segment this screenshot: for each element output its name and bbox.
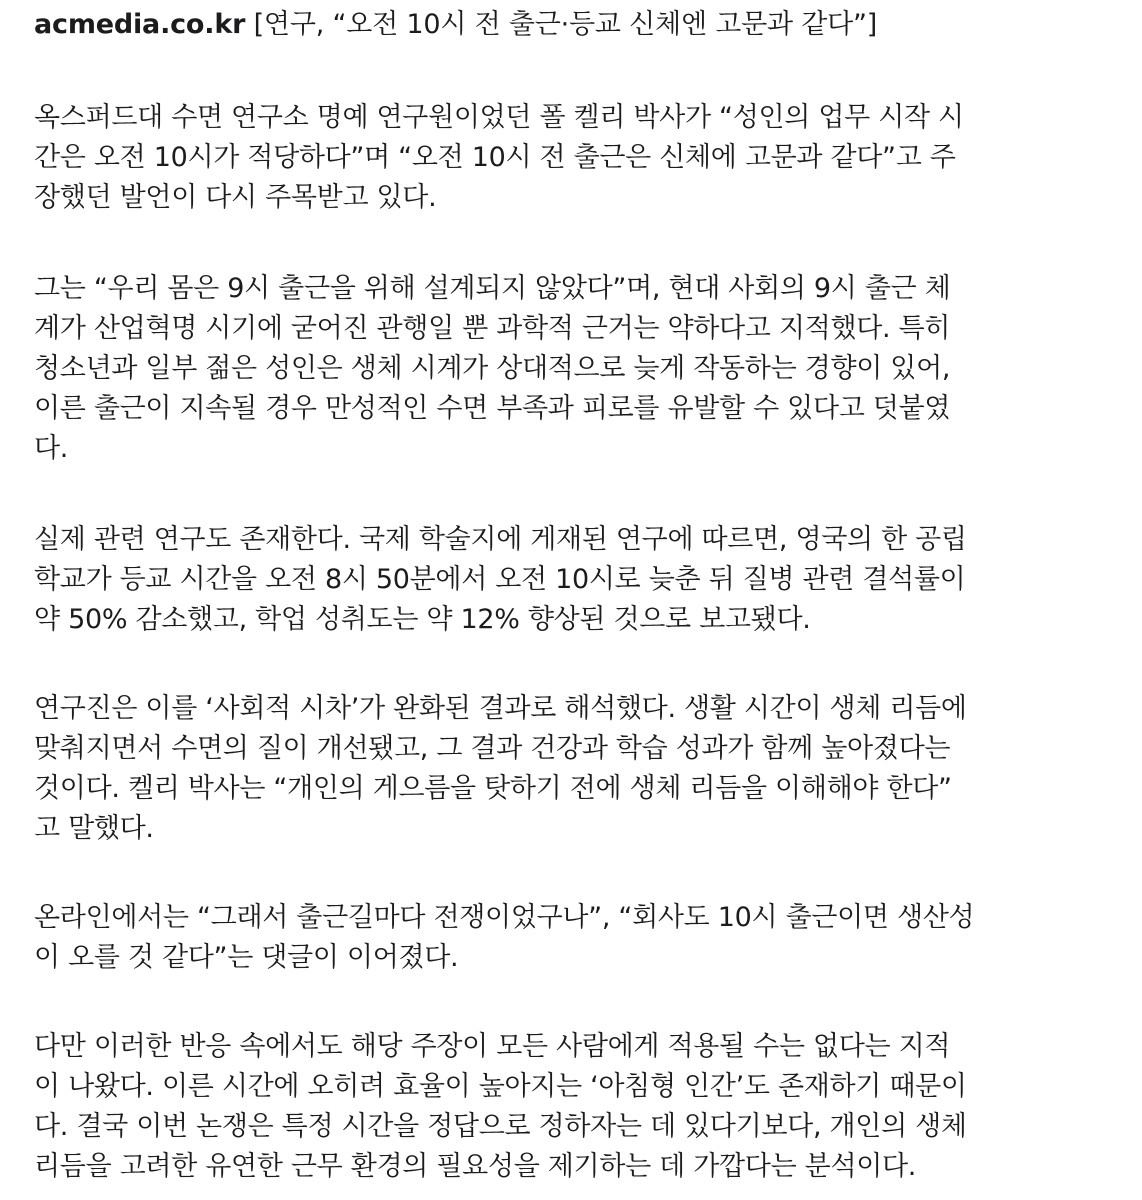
paragraph-line: 리듬을 고려한 유연한 근무 환경의 필요성을 제기하는 데 가깝다는 분석이다.: [34, 1151, 917, 1182]
paragraph-line: 이 나왔다. 이른 시간에 오히려 효율이 높아지는 ‘아침형 인간’도 존재하기 때문이: [34, 1071, 967, 1102]
paragraph-line: 고 말했다.: [34, 813, 154, 844]
paragraph-5: [34, 898, 974, 978]
paragraph-line: 다만 이러한 반응 속에서도 해당 주장이 모든 사람에게 적용될 수는 없다는 지적: [34, 1031, 951, 1062]
paragraph-4: [34, 689, 967, 849]
paragraph-line: 이른 출근이 지속될 경우 만성적인 수면 부족과 피로를 유발할 수 있다고 덧붙였: [34, 393, 951, 424]
post-headline: [34, 0, 1112, 48]
paragraph-line: 그는 “우리 몸은 9시 출근을 위해 설계되지 않았다”며, 현대 사회의 9시 출근 체: [34, 273, 951, 304]
paragraph-2: [34, 269, 950, 469]
paragraph-line: 다.: [34, 433, 69, 464]
paragraph-line: 다. 결국 이번 논쟁은 특정 시간을 정답으로 정하자는 데 있다기보다, 개인의 생체: [34, 1111, 967, 1142]
paragraph-line: 약 50% 감소했고, 학업 성취도는 약 12% 향상된 것으로 보고됐다.: [34, 604, 811, 635]
paragraph-line: 학교가 등교 시간을 오전 8시 50분에서 오전 10시로 늦춘 뒤 질병 관련 결석률이: [34, 564, 966, 595]
paragraph-line: 온라인에서는 “그래서 출근길마다 전쟁이었구나”, “회사도 10시 출근이면 생산성: [34, 902, 975, 933]
paragraph-line: 연구진은 이를 ‘사회적 시차’가 완화된 결과로 해석했다. 생활 시간이 생체 리듬에: [34, 693, 967, 724]
paragraph-1: [34, 98, 964, 218]
paragraph-line: 이 오를 것 같다”는 댓글이 이어졌다.: [34, 942, 459, 973]
paragraph-line: 계가 산업혁명 시기에 굳어진 관행일 뿐 과학적 근거는 약하다고 지적했다. 특히: [34, 313, 951, 344]
paragraph-line: 것이다. 켈리 박사는 “개인의 게으름을 탓하기 전에 생체 리듬을 이해해야 한다”: [34, 773, 952, 804]
paragraph-6: [34, 1027, 967, 1187]
paragraph-line: 장했던 발언이 다시 주목받고 있다.: [34, 182, 437, 213]
paragraph-line: 맞춰지면서 수면의 질이 개선됐고, 그 결과 건강과 학습 성과가 함께 높아졌다는: [34, 733, 951, 764]
paragraph-line: 간은 오전 10시가 적당하다”며 “오전 10시 전 출근은 신체에 고문과 같다”고 주: [34, 142, 956, 173]
paragraph-line: 옥스퍼드대 수면 연구소 명예 연구원이었던 폴 켈리 박사가 “성인의 업무 시작 시: [34, 102, 964, 133]
source-domain: acmedia.co.kr: [34, 9, 246, 40]
paragraph-line: 청소년과 일부 젊은 성인은 생체 시계가 상대적으로 늦게 작동하는 경향이 있어,: [34, 353, 951, 384]
paragraph-line: 실제 관련 연구도 존재한다. 국제 학술지에 게재된 연구에 따르면, 영국의 한 공립: [34, 524, 967, 555]
post-article: [34, 0, 1112, 1182]
headline-title: [연구, “오전 10시 전 출근·등교 신체엔 고문과 같다”]: [245, 9, 878, 40]
paragraph-3: [34, 520, 967, 640]
